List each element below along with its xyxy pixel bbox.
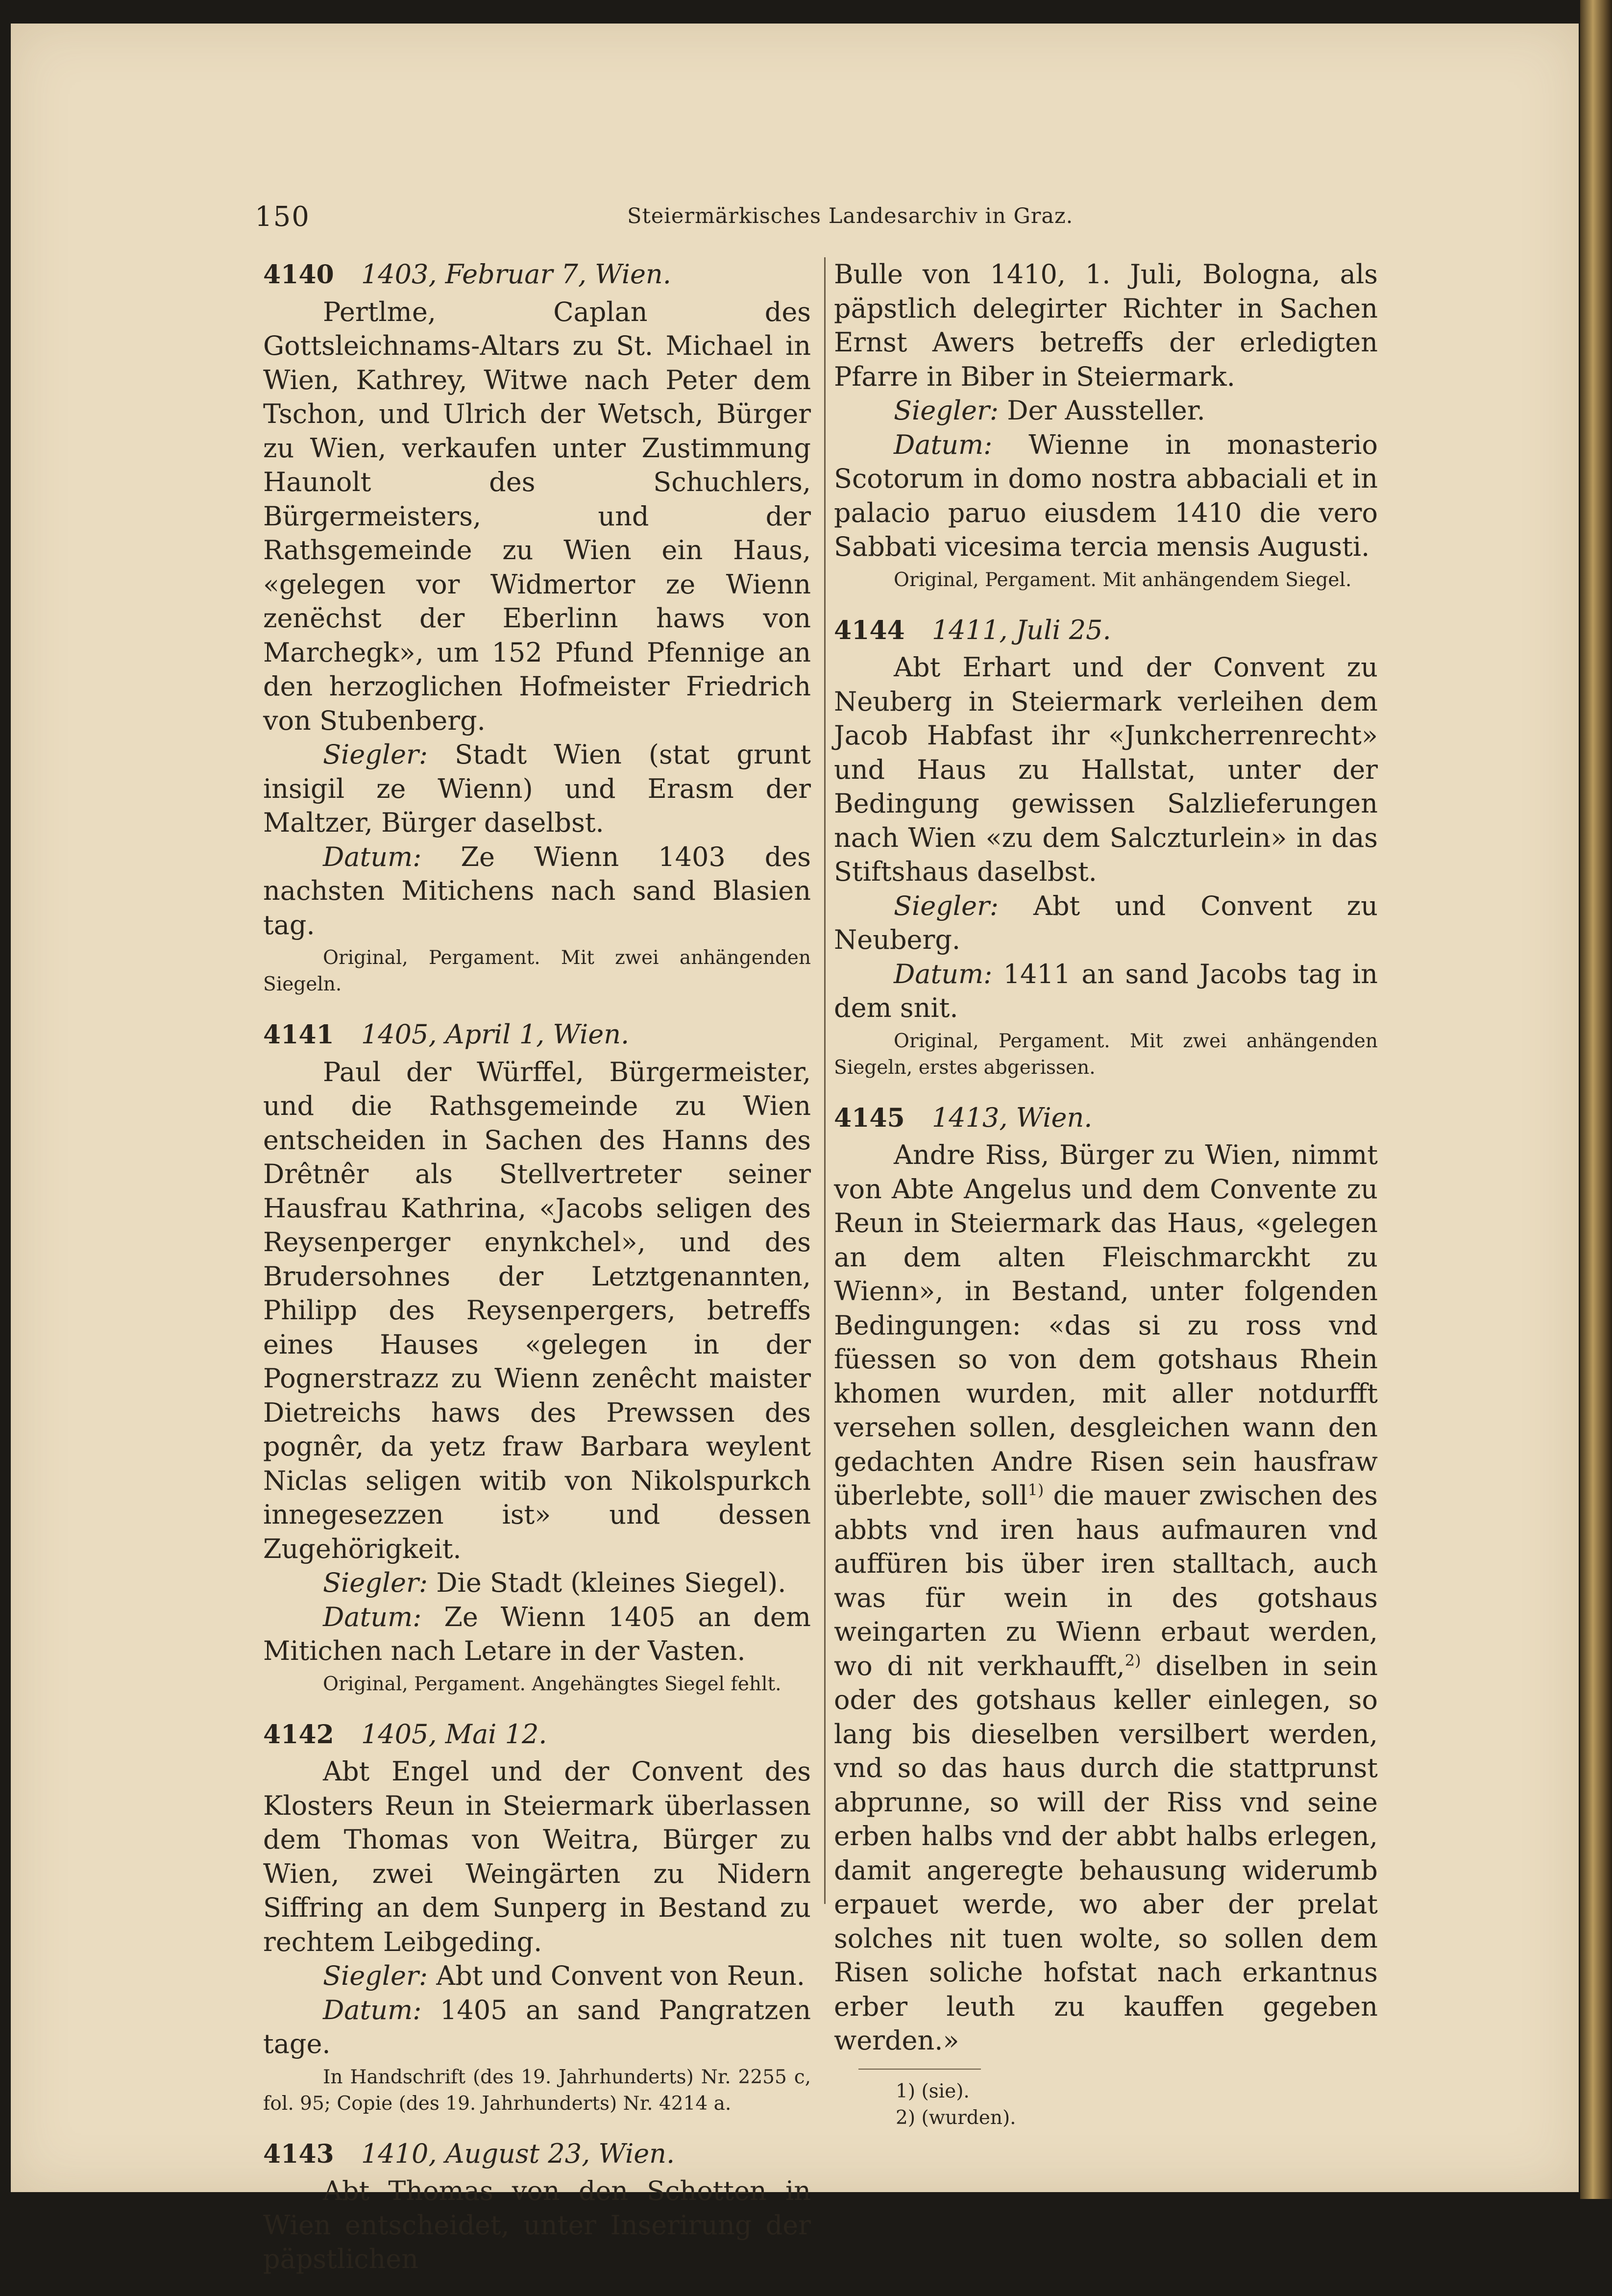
- siegler-value: Abt und Convent zu Neuberg.: [834, 890, 1378, 955]
- entry-4145: [834, 1101, 1378, 2131]
- datum-label: Datum:: [323, 841, 422, 872]
- datum-label: Datum:: [323, 1601, 422, 1632]
- book-edge: [1580, 0, 1612, 2199]
- source-note: Original, Pergament. Mit anhängendem Siegel.: [894, 568, 1352, 591]
- entry-heading: [834, 613, 1378, 648]
- siegler-label: Siegler:: [323, 1567, 428, 1598]
- entry-heading: [263, 1717, 811, 1752]
- datum-value: 1411 an sand Jacobs tag in dem snit.: [834, 958, 1378, 1023]
- siegler-label: Siegler:: [894, 395, 999, 426]
- datum-label: Datum:: [323, 1994, 422, 2025]
- datum-line: [834, 428, 1378, 564]
- footnote-2: [896, 2105, 1378, 2131]
- siegler-label: Siegler:: [323, 739, 428, 770]
- entry-4143-start: [263, 2137, 811, 2276]
- entry-4140: [263, 257, 811, 998]
- left-column: [263, 257, 811, 2296]
- entry-text: Pertlme, Caplan des Gottsleichnams-Altars zu St. Michael in Wien, Kathrey, Witwe nach Peter dem Tschon, und Ulrich der Wetsch, Bürger zu Wien, verkaufen unter Zustimmung Haunolt des Schuchlers, Bürgermeisters, und der Rathsgemeinde zu Wien ein Haus, «gelegen vor Widmertor ze Wienn zenëchst der Eberlinn haws von Marchegk», um 152 Pfund Pfennige an den herzoglichen Hofmeister Friedrich von Stubenberg.: [263, 296, 811, 736]
- entry-4141: [263, 1017, 811, 1698]
- entry-date: 1403, Februar 7, Wien.: [361, 259, 671, 290]
- footnote-text: (wurden).: [921, 2106, 1016, 2129]
- entry-number: 4145: [834, 1103, 905, 1133]
- running-head: [255, 201, 1362, 235]
- source-note: Original, Pergament. Angehängtes Siegel fehlt.: [323, 1673, 782, 1695]
- datum-value: 1405 an sand Pangratzen tage.: [263, 1994, 811, 2059]
- entry-date: 1405, Mai 12.: [361, 1718, 547, 1750]
- datum-label: Datum:: [894, 958, 993, 989]
- datum-line: [834, 957, 1378, 1025]
- entry-heading: [263, 1017, 811, 1052]
- siegler-label: Siegler:: [894, 890, 999, 921]
- footnote-divider: [858, 2069, 981, 2070]
- page-number: 150: [255, 201, 310, 233]
- entry-4143-continued: [834, 257, 1378, 593]
- footnote-text: (sie).: [921, 2080, 970, 2102]
- column-divider: [824, 257, 826, 1904]
- footnote-ref-1: 1): [1027, 1481, 1044, 1499]
- right-column: [834, 257, 1378, 2151]
- siegler-value: Stadt Wien (stat grunt insigil ze Wienn) und Erasm der Maltzer, Bürger daselbst.: [263, 739, 811, 838]
- entry-number: 4142: [263, 1719, 334, 1750]
- entry-number: 4141: [263, 1020, 334, 1050]
- datum-label: Datum:: [894, 429, 993, 460]
- entry-text: [834, 1138, 1378, 2058]
- entry-number: 4144: [834, 615, 905, 645]
- footnote-mark: 2): [896, 2106, 916, 2129]
- entry-date: 1413, Wien.: [931, 1102, 1093, 1133]
- entry-date: 1411, Juli 25.: [931, 614, 1111, 645]
- siegler-value: Abt und Convent von Reun.: [436, 1960, 805, 1991]
- entry-heading: [263, 2137, 811, 2172]
- entry-text: Abt Engel und der Convent des Klosters Reun in Steiermark überlassen dem Thomas von Weitra, Bürger zu Wien, zwei Weingärten zu Nidern Siffring an dem Sunperg in Bestand zu rechtem Leibgeding.: [263, 1756, 811, 1957]
- siegler-line: [263, 1566, 811, 1600]
- entry-date: 1410, August 23, Wien.: [361, 2138, 675, 2169]
- entry-heading: [834, 1101, 1378, 1136]
- entry-heading: [263, 257, 811, 292]
- siegler-value: Der Aussteller.: [1007, 395, 1205, 426]
- footnote-mark: 1): [896, 2080, 916, 2102]
- datum-line: [263, 1993, 811, 2061]
- siegler-line: [834, 889, 1378, 957]
- siegler-line: [263, 738, 811, 840]
- datum-value: Wienne in monasterio Scotorum in domo nostra abbaciali et in palacio paruo eiusdem 1410 die vero Sabbati vicesima tercia mensis Augusti.: [834, 429, 1378, 562]
- siegler-line: [263, 1959, 811, 1993]
- entry-text: Abt Thomas von den Schotten in Wien entscheidet, unter Inserirung der päpstlichen: [263, 2175, 811, 2274]
- siegler-line: [834, 394, 1378, 428]
- datum-value: Ze Wienn 1405 an dem Mitichen nach Letare in der Vasten.: [263, 1601, 811, 1666]
- entry-text-part-c: diselben in sein oder des gotshaus keller einlegen, so lang bis dieselben versilbert werden, vnd so das haus durch die stattprunst abprunne, so will der Riss vnd seine erben halbs vnd der abbt halbs erlegen, damit angeregte behausung widerumb erpauet werde, wo aber der prelat solches nit tuen wolte, so sollen dem Risen soliche hofstat nach erkantnus erber leuth zu kauffen gegeben werden.»: [834, 1650, 1378, 2056]
- entry-text-part-b: die mauer zwischen des abbts vnd iren haus aufmauren vnd auffüren bis über iren stalltach, auch was für wein in des gotshaus weingarten zu Wienn erbaut werden, wo di nit verkhaufft,: [834, 1480, 1378, 1681]
- datum-line: [263, 840, 811, 942]
- datum-value: Ze Wienn 1403 des nachsten Mitichens nach sand Blasien tag.: [263, 841, 811, 940]
- datum-line: [263, 1600, 811, 1668]
- entry-number: 4140: [263, 260, 334, 290]
- source-note: Original, Pergament. Mit zwei anhängenden Siegeln.: [263, 947, 811, 995]
- footnote-ref-2: 2): [1124, 1651, 1141, 1670]
- footnote-1: [896, 2078, 1378, 2105]
- source-note: Original, Pergament. Mit zwei anhängenden Siegeln, erstes abgerissen.: [834, 1030, 1378, 1079]
- entry-4142: [263, 1717, 811, 2117]
- entry-number: 4143: [263, 2139, 334, 2169]
- entry-text: Abt Erhart und der Convent zu Neuberg in Steiermark verleihen dem Jacob Habfast ihr «Junkcherrenrecht» und Haus zu Hallstat, unter der Bedingung gewissen Salzlieferungen nach Wien «zu dem Salczturlein» in das Stiftshaus daselbst.: [834, 652, 1378, 887]
- entry-text-part-a: Andre Riss, Bürger zu Wien, nimmt von Abte Angelus und dem Convente zu Reun in Steiermark das Haus, «gelegen an dem alten Fleischmarckht zu Wienn», in Bestand, unter folgenden Bedingungen: «das si zu ross vnd füessen so von dem gotshaus Rhein khomen wurden, mit aller notdurfft versehen sollen, desgleichen wann den gedachten Andre Risen sein hausfraw überlebte, soll: [834, 1139, 1378, 1511]
- entry-text: Paul der Würffel, Bürgermeister, und die Rathsgemeinde zu Wien entscheiden in Sachen des Hanns des Drêtnêr als Stellvertreter seiner Hausfrau Kathrina, «Jacobs seligen des Reysenperger enynkchel», und des Brudersohnes der Letztgenannten, Philipp des Reysenpergers, betreffs eines Hauses «gelegen in der Pognerstrazz zu Wienn zenêcht maister Dietreichs haws des Prewssen des pognêr, da yetz fraw Barbara weylent Niclas seligen witib von Nikolspurkch innegesezzen ist» und dessen Zugehörigkeit.: [263, 1056, 811, 1564]
- page-header-title: Steiermärkisches Landesarchiv in Graz.: [627, 204, 1074, 228]
- entry-4144: [834, 613, 1378, 1081]
- siegler-label: Siegler:: [323, 1960, 428, 1991]
- source-note: In Handschrift (des 19. Jahrhunderts) Nr. 2255 c, fol. 95; Copie (des 19. Jahrhunderts) Nr. 4214 a.: [263, 2066, 811, 2115]
- siegler-value: Die Stadt (kleines Siegel).: [436, 1567, 786, 1598]
- entry-text-continued: Bulle von 1410, 1. Juli, Bologna, als päpstlich delegirter Richter in Sachen Ernst Awers betreffs der erledigten Pfarre in Biber in Steiermark.: [834, 259, 1378, 392]
- entry-date: 1405, April 1, Wien.: [361, 1019, 630, 1050]
